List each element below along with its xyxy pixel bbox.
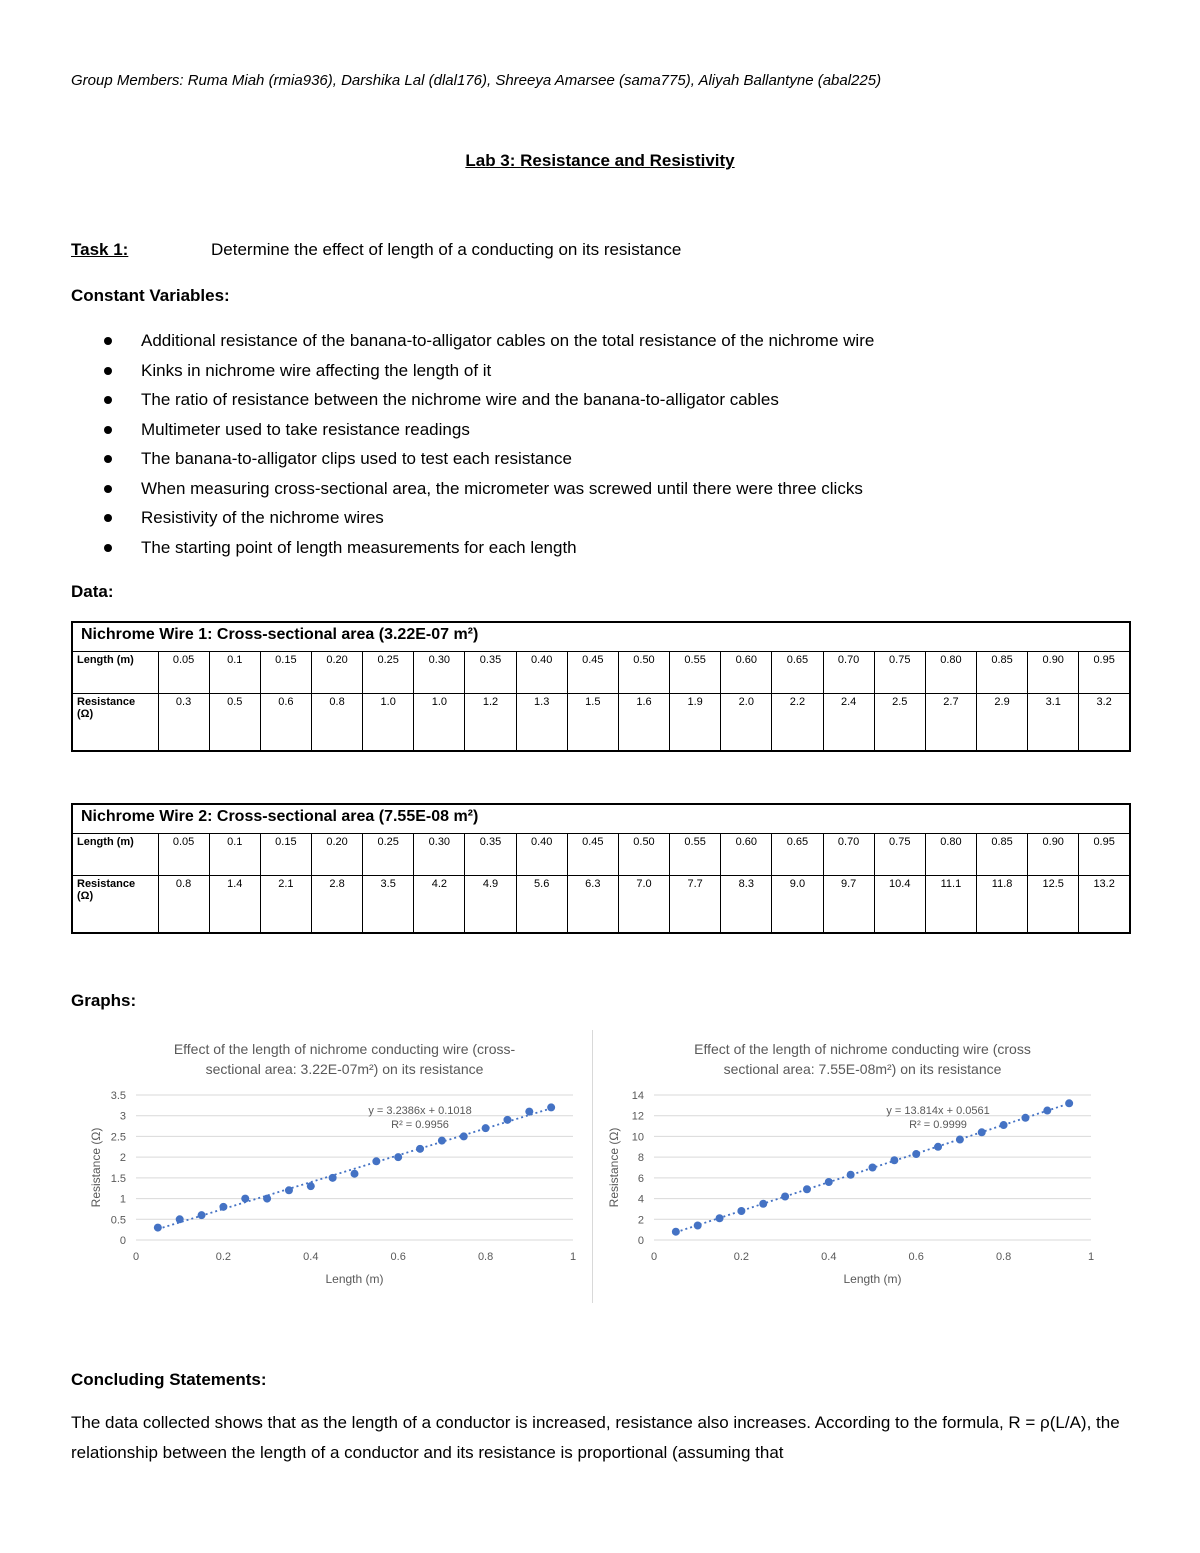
data-point: [934, 1143, 942, 1151]
table-row: [72, 834, 1130, 876]
data-point: [1043, 1107, 1051, 1115]
resistance-cell: 9.0: [772, 876, 823, 934]
length-cell: 0.40: [516, 652, 567, 694]
resistance-cell: 12.5: [1028, 876, 1079, 934]
resistance-cell: 10.4: [874, 876, 925, 934]
data-point: [263, 1195, 271, 1203]
constants-item: Kinks in nichrome wire affecting the length of it: [71, 358, 874, 388]
x-tick-label: 1: [1087, 1251, 1095, 1263]
task-description: Determine the effect of length of a conducting on its resistance: [211, 240, 682, 259]
resistance-cell: 1.2: [465, 694, 516, 752]
length-cell: 0.65: [772, 652, 823, 694]
x-tick-label: 1: [569, 1251, 577, 1263]
chart-title-line: Effect of the length of nichrome conducting wire (cross: [694, 1041, 1031, 1057]
y-tick-label: 10: [631, 1131, 644, 1144]
y-tick-label: 3: [119, 1110, 126, 1123]
data-point: [198, 1211, 206, 1219]
data-point: [547, 1103, 555, 1111]
resistance-cell: 11.1: [925, 876, 976, 934]
resistance-cell: 1.6: [618, 694, 669, 752]
resistance-cell: 0.8: [311, 694, 362, 752]
trendline-equation: y = 13.814x + 0.0561: [886, 1105, 990, 1117]
data-point: [416, 1145, 424, 1153]
length-cell: 0.45: [567, 652, 618, 694]
y-tick-label: 0.5: [110, 1214, 126, 1227]
bullet-icon: [104, 396, 112, 404]
length-cell: 0.1: [209, 834, 260, 876]
length-cell: 0.70: [823, 652, 874, 694]
x-tick-label: 0: [132, 1251, 140, 1263]
data-point: [803, 1185, 811, 1193]
resistance-cell: 1.0: [414, 694, 465, 752]
length-cell: 0.55: [670, 652, 721, 694]
length-cell: 0.20: [311, 652, 362, 694]
resistance-cell: 2.8: [311, 876, 362, 934]
data-point: [372, 1157, 380, 1165]
length-cell: 0.30: [414, 652, 465, 694]
resistance-cell: 4.9: [465, 876, 516, 934]
length-cell: 0.95: [1079, 834, 1130, 876]
data-point: [285, 1186, 293, 1194]
conclusion-heading: Concluding Statements:: [71, 1370, 267, 1389]
data-point: [241, 1195, 249, 1203]
resistance-cell: 1.5: [567, 694, 618, 752]
constants-item: The ratio of resistance between the nichrome wire and the banana-to-alligator cables: [71, 387, 874, 417]
y-tick-label: 6: [637, 1172, 644, 1185]
data-point: [219, 1203, 227, 1211]
data-point: [176, 1215, 184, 1223]
row-header: Length (m): [72, 834, 158, 876]
y-tick-label: 8: [637, 1152, 644, 1165]
resistance-cell: 3.1: [1028, 694, 1079, 752]
resistance-cell: 6.3: [567, 876, 618, 934]
resistance-cell: 2.7: [925, 694, 976, 752]
y-tick-label: 1: [119, 1193, 126, 1206]
bullet-icon: [104, 426, 112, 434]
resistance-cell: 2.2: [772, 694, 823, 752]
chart-title-line: sectional area: 3.22E-07m²) on its resistance: [205, 1061, 484, 1077]
length-cell: 0.05: [158, 834, 209, 876]
length-cell: 0.90: [1028, 834, 1079, 876]
table-row: [72, 694, 1130, 752]
x-tick-label: 0.8: [995, 1251, 1012, 1263]
bullet-icon: [104, 337, 112, 345]
resistance-cell: 5.6: [516, 876, 567, 934]
data-point: [847, 1171, 855, 1179]
data-point: [394, 1153, 402, 1161]
constants-item: Resistivity of the nichrome wires: [71, 505, 874, 535]
length-cell: 0.30: [414, 834, 465, 876]
constants-list: [71, 328, 874, 564]
x-tick-label: 0.4: [303, 1251, 319, 1263]
resistance-cell: 0.3: [158, 694, 209, 752]
length-cell: 0.80: [925, 652, 976, 694]
data-point: [525, 1108, 533, 1116]
page-title: Lab 3: Resistance and Resistivity: [465, 151, 735, 170]
x-tick-label: 0.8: [477, 1251, 494, 1263]
chart-wire-2: [596, 1030, 1106, 1300]
bullet-icon: [104, 544, 112, 552]
x-axis-label: Length (m): [325, 1272, 384, 1286]
y-tick-label: 2: [637, 1214, 644, 1227]
x-axis-label: Length (m): [843, 1272, 902, 1286]
data-point: [978, 1128, 986, 1136]
constants-item: Additional resistance of the banana-to-alligator cables on the total resistance of the nichrome wire: [71, 328, 874, 358]
chart-divider: [592, 1030, 593, 1303]
data-point: [1000, 1121, 1008, 1129]
length-cell: 0.50: [618, 652, 669, 694]
resistance-cell: 1.0: [363, 694, 414, 752]
length-cell: 0.25: [363, 834, 414, 876]
resistance-cell: 1.4: [209, 876, 260, 934]
length-cell: 0.20: [311, 834, 362, 876]
y-tick-label: 2: [119, 1152, 126, 1165]
resistance-cell: 1.9: [670, 694, 721, 752]
resistance-cell: 8.3: [721, 876, 772, 934]
resistance-cell: 3.5: [363, 876, 414, 934]
table-caption: Nichrome Wire 2: Cross-sectional area (7.55E-08 m²): [72, 804, 1130, 834]
length-cell: 0.60: [721, 834, 772, 876]
data-point: [759, 1200, 767, 1208]
resistance-cell: 1.3: [516, 694, 567, 752]
constants-heading: Constant Variables:: [71, 286, 230, 305]
x-tick-label: 0.2: [215, 1251, 232, 1263]
conclusion-text: The data collected shows that as the length of a conductor is increased, resistance also increases. According to the formula, R = ρ(L/A), the relationship between the length of a conductor and its resistance is proportional (assuming that: [71, 1413, 1120, 1462]
resistance-cell: 2.4: [823, 694, 874, 752]
constants-item: The banana-to-alligator clips used to test each resistance: [71, 446, 874, 476]
x-tick-label: 0.6: [390, 1251, 406, 1263]
resistance-cell: 7.7: [670, 876, 721, 934]
length-cell: 0.45: [567, 834, 618, 876]
data-point: [482, 1124, 490, 1132]
data-point: [351, 1170, 359, 1178]
data-point: [503, 1116, 511, 1124]
y-tick-label: 12: [631, 1110, 644, 1123]
r-squared-label: R² = 0.9956: [391, 1119, 449, 1131]
y-axis-label: Resistance (Ω): [607, 1127, 621, 1208]
resistance-cell: 13.2: [1079, 876, 1130, 934]
row-header: Resistance (Ω): [72, 694, 158, 752]
length-cell: 0.50: [618, 834, 669, 876]
y-tick-label: 0: [637, 1235, 644, 1247]
table-row: [72, 876, 1130, 934]
data-point: [307, 1182, 315, 1190]
data-table-wire-2: [71, 803, 1131, 934]
length-cell: 0.65: [772, 834, 823, 876]
row-header: Length (m): [72, 652, 158, 694]
resistance-cell: 11.8: [977, 876, 1028, 934]
data-point: [438, 1137, 446, 1145]
data-point: [1065, 1099, 1073, 1107]
group-members: Group Members: Ruma Miah (rmia936), Darshika Lal (dlal176), Shreeya Amarsee (sama775), Aliyah Ballantyne (abal225): [71, 72, 882, 89]
length-cell: 0.85: [977, 834, 1028, 876]
graphs-heading: Graphs:: [71, 991, 137, 1010]
bullet-icon: [104, 514, 112, 522]
data-point: [890, 1156, 898, 1164]
y-axis-label: Resistance (Ω): [89, 1127, 103, 1208]
table-caption: Nichrome Wire 1: Cross-sectional area (3.22E-07 m²): [72, 622, 1130, 652]
length-cell: 0.35: [465, 652, 516, 694]
data-point: [329, 1174, 337, 1182]
task-label: Task 1:: [71, 240, 129, 259]
length-cell: 0.70: [823, 834, 874, 876]
resistance-cell: 4.2: [414, 876, 465, 934]
length-cell: 0.85: [977, 652, 1028, 694]
bullet-icon: [104, 367, 112, 375]
data-point: [912, 1150, 920, 1158]
constants-item: Multimeter used to take resistance readings: [71, 417, 874, 447]
length-cell: 0.60: [721, 652, 772, 694]
data-point: [956, 1136, 964, 1144]
resistance-cell: 2.9: [977, 694, 1028, 752]
bullet-icon: [104, 455, 112, 463]
length-cell: 0.1: [209, 652, 260, 694]
x-tick-label: 0.4: [821, 1251, 837, 1263]
resistance-cell: 7.0: [618, 876, 669, 934]
length-cell: 0.80: [925, 834, 976, 876]
data-table-wire-1: [71, 621, 1131, 752]
resistance-cell: 2.1: [260, 876, 311, 934]
length-cell: 0.40: [516, 834, 567, 876]
y-tick-label: 0: [119, 1235, 126, 1247]
length-cell: 0.25: [363, 652, 414, 694]
chart-title-line: Effect of the length of nichrome conducting wire (cross-: [173, 1041, 516, 1057]
length-cell: 0.05: [158, 652, 209, 694]
resistance-cell: 0.5: [209, 694, 260, 752]
chart-wire-1: [78, 1030, 588, 1300]
x-tick-label: 0.2: [733, 1251, 750, 1263]
bullet-icon: [104, 485, 112, 493]
resistance-cell: 0.6: [260, 694, 311, 752]
data-point: [737, 1207, 745, 1215]
resistance-cell: 2.0: [721, 694, 772, 752]
length-cell: 0.55: [670, 834, 721, 876]
r-squared-label: R² = 0.9999: [909, 1119, 967, 1131]
length-cell: 0.90: [1028, 652, 1079, 694]
trendline: [158, 1108, 551, 1229]
data-point: [460, 1132, 468, 1140]
length-cell: 0.75: [874, 834, 925, 876]
length-cell: 0.15: [260, 652, 311, 694]
constants-item: When measuring cross-sectional area, the micrometer was screwed until there were three clicks: [71, 476, 874, 506]
table-row: [72, 652, 1130, 694]
data-heading: Data:: [71, 582, 114, 601]
y-tick-label: 4: [637, 1193, 644, 1206]
resistance-cell: 3.2: [1079, 694, 1130, 752]
x-tick-label: 0: [650, 1251, 658, 1263]
length-cell: 0.75: [874, 652, 925, 694]
y-tick-label: 2.5: [110, 1131, 126, 1144]
data-point: [1021, 1114, 1029, 1122]
data-point: [781, 1193, 789, 1201]
data-point: [716, 1214, 724, 1222]
data-point: [825, 1178, 833, 1186]
x-tick-label: 0.6: [908, 1251, 924, 1263]
y-tick-label: 14: [631, 1090, 644, 1102]
constants-item: The starting point of length measurements for each length: [71, 535, 874, 565]
chart-title-line: sectional area: 7.55E-08m²) on its resistance: [723, 1061, 1002, 1077]
data-point: [869, 1164, 877, 1172]
y-tick-label: 3.5: [110, 1090, 126, 1102]
length-cell: 0.15: [260, 834, 311, 876]
y-tick-label: 1.5: [110, 1172, 126, 1185]
data-point: [154, 1224, 162, 1232]
resistance-cell: 9.7: [823, 876, 874, 934]
trendline-equation: y = 3.2386x + 0.1018: [368, 1105, 472, 1117]
length-cell: 0.35: [465, 834, 516, 876]
row-header: Resistance (Ω): [72, 876, 158, 934]
length-cell: 0.95: [1079, 652, 1130, 694]
data-point: [672, 1228, 680, 1236]
resistance-cell: 0.8: [158, 876, 209, 934]
resistance-cell: 2.5: [874, 694, 925, 752]
data-point: [694, 1222, 702, 1230]
